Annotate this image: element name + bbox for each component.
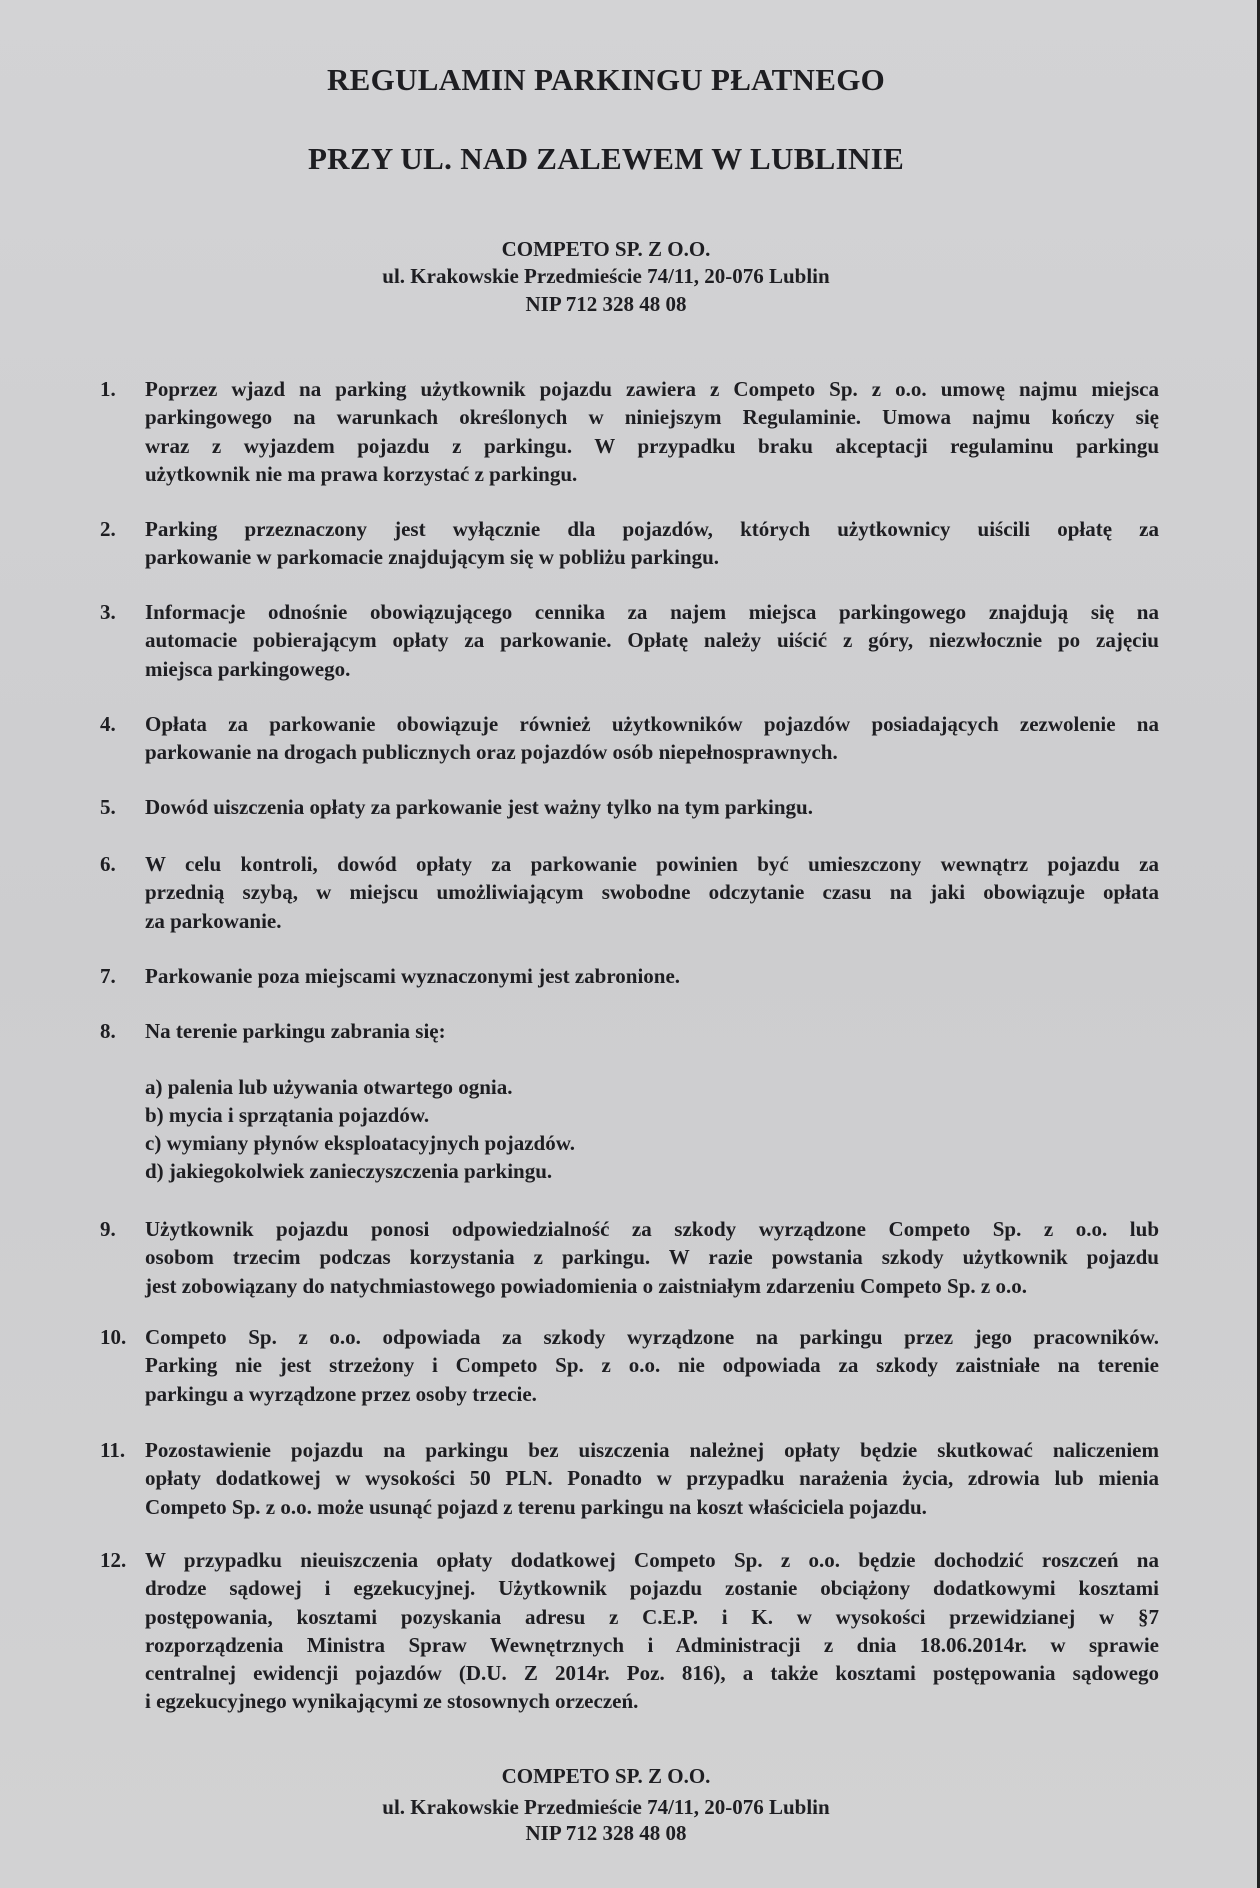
title-line-1: REGULAMIN PARKINGU PŁATNEGO [326, 62, 886, 97]
item-text-line: Competo Sp. z o.o. odpowiada za szkody wyrządzone na parkingu przez jego pracowników. [145, 1325, 1159, 1349]
footer-nip: NIP 712 328 48 08 [525, 1821, 687, 1845]
item-text-line: Poprzez wjazd na parking użytkownik pojazdu zawiera z Competo Sp. z o.o. umowę najmu miejsca [145, 377, 1159, 401]
item-text-line: Na terenie parkingu zabrania się: [145, 1019, 446, 1043]
prohibition-b: b) mycia i sprzątania pojazdów. [145, 1103, 430, 1127]
item-text [145, 1436, 1159, 1521]
item-number: 9. [100, 1217, 116, 1241]
item-text-line: centralnej ewidencji pojazdów (D.U. Z 2014r. Poz. 816), a także kosztami postępowania sądowego [145, 1661, 1159, 1686]
item-text-line: parkowanie na drogach publicznych oraz pojazdów osób niepełnosprawnych. [145, 740, 838, 765]
item-number: 6. [100, 852, 116, 876]
item-text-line: użytkownik nie ma prawa korzystać z parkingu. [145, 461, 578, 486]
header-nip: NIP 712 328 48 08 [525, 292, 687, 316]
item-text-line: rozporządzenia Ministra Spraw Wewnętrznych i Administracji z dnia 18.06.2014r. w sprawie [145, 1632, 1159, 1657]
item-text-line: Dowód uiszczenia opłaty za parkowanie jest ważny tylko na tym parkingu. [145, 795, 813, 819]
item-text-line: osobom trzecim podczas korzystania z parkingu. W razie powstania szkody użytkownik pojazdu [145, 1245, 1159, 1270]
item-text [145, 515, 1159, 572]
header-address: ul. Krakowskie Przedmieście 74/11, 20-076 Lublin [382, 264, 830, 288]
item-text-line: parkowanie w parkomacie znajdującym się w pobliżu parkingu. [145, 545, 720, 570]
item-text [145, 598, 1159, 683]
item-text [145, 1017, 1159, 1045]
item-number: 10. [100, 1325, 127, 1349]
item-text-line: postępowania, kosztami pozyskania adresu z C.E.P. i K. w wysokości przewidzianej w §7 [145, 1604, 1159, 1629]
header-company: COMPETO SP. Z O.O. [501, 237, 711, 261]
item-number: 12. [100, 1548, 127, 1572]
item-text-line: przednią szybą, w miejscu umożliwiającym swobodne odczytanie czasu na jaki obowiązuje opłata [145, 880, 1159, 905]
item-text-line: Competo Sp. z o.o. może usunąć pojazd z terenu parkingu na koszt właściciela pojazdu. [145, 1494, 927, 1519]
item-text [145, 850, 1159, 935]
item-text-line: Parkowanie poza miejscami wyznaczonymi jest zabronione. [145, 964, 681, 988]
item-text-line: parkingowego na warunkach określonych w niniejszym Regulaminie. Umowa najmu kończy się [145, 405, 1159, 430]
item-text-line: Opłata za parkowanie obowiązuje również użytkowników pojazdów posiadających zezwolenie na [145, 712, 1159, 736]
item-number: 11. [100, 1438, 126, 1462]
item-number: 2. [100, 517, 116, 541]
item-text-line: za parkowanie. [145, 908, 282, 933]
item-number: 1. [100, 377, 116, 401]
item-text-line: W celu kontroli, dowód opłaty za parkowanie powinien być umieszczony wewnątrz pojazdu za [145, 852, 1159, 876]
item-text-line: Użytkownik pojazdu ponosi odpowiedzialność za szkody wyrządzone Competo Sp. z o.o. lub [145, 1217, 1159, 1241]
item-text-line: opłaty dodatkowej w wysokości 50 PLN. Ponadto w przypadku narażenia życia, zdrowia lub mienia [145, 1466, 1159, 1491]
item-text-line: Pozostawienie pojazdu na parkingu bez uiszczenia należnej opłaty będzie skutkować naliczeniem [145, 1438, 1159, 1462]
footer-company: COMPETO SP. Z O.O. [501, 1764, 711, 1788]
item-text-line: parkingu a wyrządzone przez osoby trzecie. [145, 1381, 537, 1406]
item-number: 7. [100, 964, 116, 988]
title-line-2: PRZY UL. NAD ZALEWEM W LUBLINIE [307, 141, 905, 176]
item-text-line: W przypadku nieuiszczenia opłaty dodatkowej Competo Sp. z o.o. będzie dochodzić roszczeń na [145, 1548, 1159, 1572]
item-number: 5. [100, 795, 116, 819]
item-text [145, 1215, 1159, 1300]
item-text-line: jest zobowiązany do natychmiastowego powiadomienia o zaistniałym zdarzeniu Competo Sp. z o.o. [145, 1273, 1027, 1298]
item-text-line: drodze sądowej i egzekucyjnej. Użytkownik pojazdu zostanie obciążony dodatkowymi kosztami [145, 1576, 1159, 1601]
item-text [145, 793, 1159, 821]
item-text-line: Parking przeznaczony jest wyłącznie dla pojazdów, których użytkownicy uiścili opłatę za [145, 517, 1159, 541]
item-text-line: Informacje odnośnie obowiązującego cennika za najem miejsca parkingowego znajdują się na [145, 600, 1159, 624]
item-number: 3. [100, 600, 116, 624]
item-text-line: Parking nie jest strzeżony i Competo Sp. z o.o. nie odpowiada za szkody zaistniałe na terenie [145, 1353, 1159, 1378]
item-text [145, 1546, 1159, 1716]
footer-address: ul. Krakowskie Przedmieście 74/11, 20-076 Lublin [382, 1795, 830, 1819]
item-number: 8. [100, 1019, 116, 1043]
item-text-line: automacie pobierającym opłaty za parkowanie. Opłatę należy uiścić z góry, niezwłocznie po zajęciu [145, 628, 1159, 653]
item-text-line: wraz z wyjazdem pojazdu z parkingu. W przypadku braku akceptacji regulaminu parkingu [145, 433, 1159, 458]
item-text-line: miejsca parkingowego. [145, 656, 351, 681]
item-text-line: i egzekucyjnego wynikającymi ze stosownych orzeczeń. [145, 1689, 639, 1714]
prohibition-a: a) palenia lub używania otwartego ognia. [145, 1075, 513, 1099]
item-number: 4. [100, 712, 116, 736]
item-text [145, 710, 1159, 767]
item-text [145, 1323, 1159, 1408]
prohibition-d: d) jakiegokolwiek zanieczyszczenia parkingu. [145, 1159, 553, 1183]
item-text [145, 375, 1159, 488]
item-text [145, 962, 1159, 990]
prohibition-c: c) wymiany płynów eksploatacyjnych pojazdów. [145, 1131, 575, 1155]
